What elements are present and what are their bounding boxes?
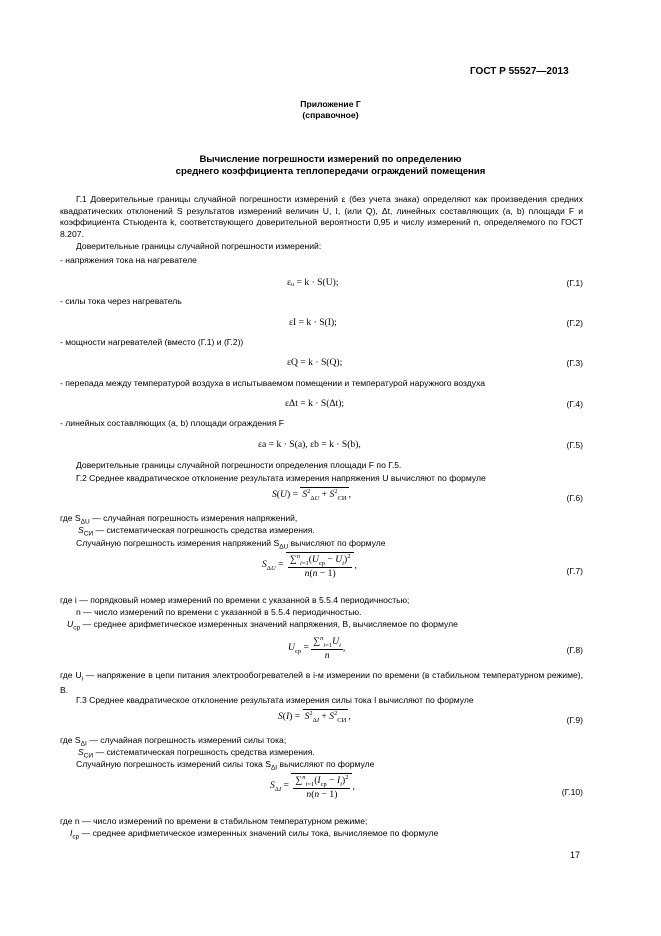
paragraph-current-random: Случайную погрешность измерений силы тока $S_{\Delta I}$ вычисляют по формуле xyxy=(76,759,375,772)
equation-g3: εQ = k · S(Q); xyxy=(287,357,343,368)
equation-number-g3: (Г.3) xyxy=(566,358,583,368)
paragraph-voltage-random: Случайную погрешность измерения напряжений $S_{\Delta U}$ вычисляют по формуле xyxy=(76,538,386,551)
equation-g7: $S_{\Delta U}$ = $\frac{\sum^n_{i=1}(U_{ср} - U_i)^2}{n(n - 1)}$ , xyxy=(262,553,357,580)
paragraph-g2: Г.2 Среднее квадратическое отклонение результата измерения напряжения U вычисляют по формуле xyxy=(76,473,486,483)
item-current: - силы тока через нагреватель xyxy=(60,296,182,306)
where-n: n — число измерений по времени с указанной в 5.5.4 периодичностью. xyxy=(76,607,362,617)
item-power: - мощности нагревателей (вместо (Г.1) и (Г.2)) xyxy=(60,337,244,347)
appendix-label: Приложение Г xyxy=(300,99,361,109)
equation-g5: εa = k · S(a), εb = k · S(b), xyxy=(258,439,361,450)
where-s-si: $S_{СИ}$ — систематическая погрешность средства измерения. xyxy=(78,525,315,538)
equation-number-g4: (Г.4) xyxy=(566,399,583,409)
where-s-du: где $S_{\Delta U}$ — случайная погрешность измерения напряжений, xyxy=(60,513,298,526)
equation-number-g7: (Г.7) xyxy=(566,566,583,576)
paragraph-area: Доверительные границы случайной погрешности определения площади F по Г.5. xyxy=(76,460,402,470)
equation-g10: $S_{\Delta I}$ = $\frac{\sum^n_{i=1}(I_{ср} - I_i)^2}{n(n - 1)}$ , xyxy=(270,774,355,801)
equation-number-g2: (Г.2) xyxy=(566,318,583,328)
title-line-2: среднего коэффициента теплопередачи ограждений помещения xyxy=(175,166,486,177)
equation-g8: $U_{ср}$ = $\frac{\sum^n_{i=1}U_i}{n}$ , xyxy=(288,635,346,662)
equation-number-g5: (Г.5) xyxy=(566,440,583,450)
equation-number-g1: (Г.1) xyxy=(566,278,583,288)
page-number: 17 xyxy=(570,850,581,860)
equation-number-g8: (Г.8) xyxy=(566,645,583,655)
where-s-si-2: $S_{СИ}$ — систематическая погрешность средства измерения. xyxy=(78,747,315,760)
equation-number-g9: (Г.9) xyxy=(566,715,583,725)
appendix-type: (справочное) xyxy=(302,110,359,120)
where-u-avg: $U_{ср}$ — среднее арифметическое измеренных значений напряжения, В, вычисляемое по формуле xyxy=(67,619,458,632)
item-linear: - линейных составляющих (a, b) площади ограждения F xyxy=(60,418,285,428)
equation-g9: $S(I) = S^2_{\Delta I} + S^2_{СИ}$ , xyxy=(278,710,351,725)
where-s-di: где $S_{\Delta I}$ — случайная погрешность измерений силы тока; xyxy=(60,735,287,748)
equation-g2: εI = k · S(I); xyxy=(289,317,337,328)
item-voltage: - напряжения тока на нагревателе xyxy=(60,255,197,265)
where-i: где i — порядковый номер измерений по времени с указанной в 5.5.4 периодичностью; xyxy=(60,595,410,605)
title-line-1: Вычисление погрешности измерений по определению xyxy=(199,154,462,165)
paragraph-confidence: Доверительные границы случайной погрешности измерений: xyxy=(76,241,322,251)
equation-g6: $S(U) = S^2_{\Delta U} + S^2_{СИ}$ , xyxy=(272,488,351,503)
standard-header: ГОСТ Р 55527—2013 xyxy=(470,66,569,77)
equation-number-g6: (Г.6) xyxy=(566,493,583,503)
equation-g4: εΔt = k · S(Δt); xyxy=(285,398,345,409)
where-i-avg: $I_{ср}$ — среднее арифметическое измеренных значений силы тока, вычисляемое по формуле xyxy=(70,828,439,841)
paragraph-g1: Г.1 Доверительные границы случайной погрешности измерений ε (без учета знака) определяют как произведения средних квадратических отклонений S результатов измерений величин U, I, (или Q), Δt, линейных составляющих (a, b) площади F и коэффициента Стьюдента k, соответствующего доверительной вероятности 0,95 и числу измерений n, определяемого по ГОСТ 8.207. xyxy=(60,194,583,239)
where-n-2: где n — число измерений по времени в стабильном температурном режиме; xyxy=(60,816,368,826)
item-temperature: - перепада между температурой воздуха в испытываемом помещении и температурой наружного воздуха xyxy=(60,378,486,388)
equation-g1: εᵤ = k · S(U); xyxy=(287,277,339,288)
where-u-i: где $U_i$ — напряжение в цепи питания электрообогревателей в i-м измерении по времени (в стабильном температурном режиме), В. xyxy=(60,670,584,696)
paragraph-g3: Г.3 Среднее квадратическое отклонение результата измерения силы тока I вычисляют по формуле xyxy=(76,695,474,705)
equation-number-g10: (Г.10) xyxy=(561,787,583,797)
